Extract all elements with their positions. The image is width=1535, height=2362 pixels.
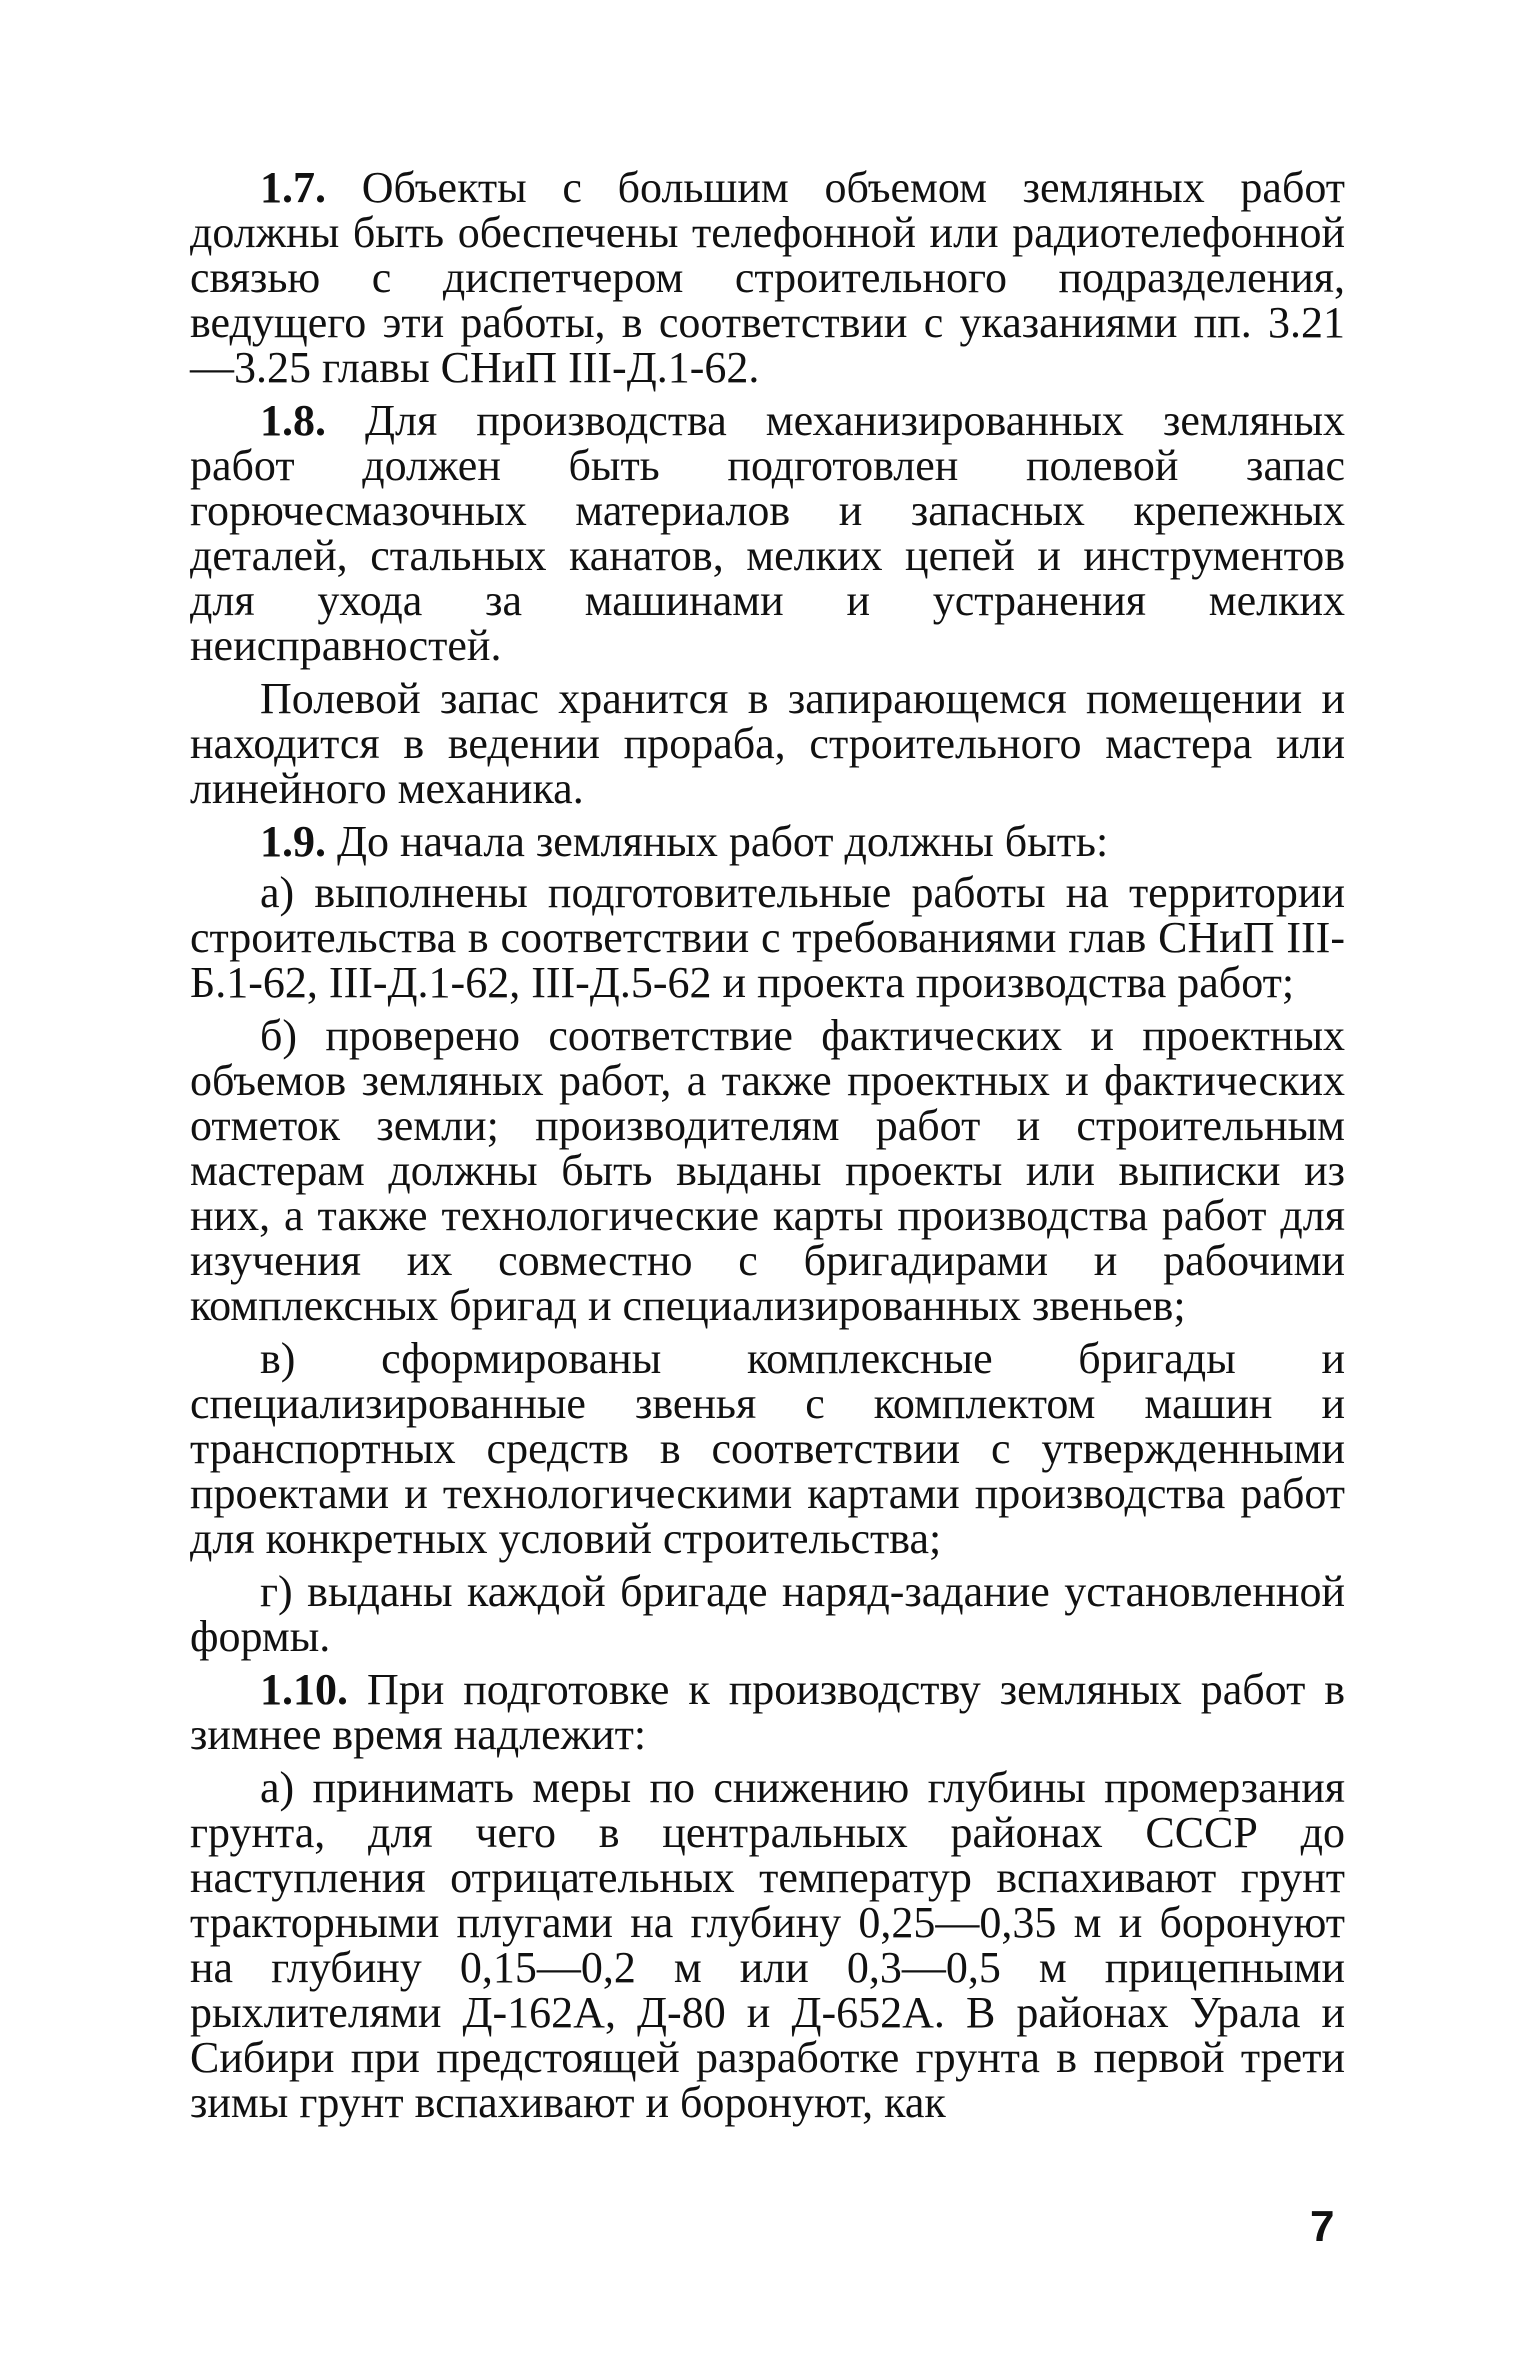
paragraph-text: До начала земляных работ должны быть: xyxy=(337,817,1109,866)
paragraph-1-10 xyxy=(190,1667,1345,1757)
clause-number: 1.8. xyxy=(260,396,326,445)
clause-number: 1.9. xyxy=(260,817,326,866)
paragraph-1-9-a xyxy=(190,870,1345,1005)
paragraph-text: а) выполнены подготовительные работы на территории строительства в соответствии с требованиями глав СНиП III-Б.1-62, III-Д.1-62, III-Д.5-62 и проекта производства работ; xyxy=(190,868,1345,1007)
paragraph-1-10-a xyxy=(190,1765,1345,2125)
paragraph-1-9 xyxy=(190,819,1345,864)
clause-number: 1.10. xyxy=(260,1665,348,1714)
paragraph-text: г) выданы каждой бригаде наряд-задание установленной формы. xyxy=(190,1567,1345,1661)
paragraph-1-9-g xyxy=(190,1569,1345,1659)
paragraph-text: Полевой запас хранится в запирающемся помещении и находится в ведении прораба, строительного мастера или линейного механика. xyxy=(190,674,1345,813)
paragraph-text: При подготовке к производству земляных работ в зимнее время надлежит: xyxy=(190,1665,1346,1759)
paragraph-text: Для производства механизированных земляных работ должен быть подготовлен полевой запас горючесмазочных материалов и запасных крепежных деталей, стальных канатов, мелких цепей и инструментов для ухода за машинами и устранения мелких неисправностей. xyxy=(190,396,1346,670)
clause-number: 1.7. xyxy=(260,163,326,212)
document-body xyxy=(190,165,1345,2133)
paragraph-text: а) принимать меры по снижению глубины промерзания грунта, для чего в центральных районах СССР до наступления отрицательных температур вспахивают грунт тракторными плугами на глубину 0,25—0,35 м и боронуют на глубину 0,15—0,2 м или 0,3—0,5 м прицепными рыхлителями Д-162А, Д-80 и Д-652А. В районах Урала и Сибири при предстоящей разработке грунта в первой трети зимы грунт вспахивают и боронуют, как xyxy=(190,1763,1345,2127)
paragraph-1-7 xyxy=(190,165,1345,390)
paragraph-text: в) сформированы комплексные бригады и специализированные звенья с комплектом машин и транспортных средств в соответствии с утвержденными проектами и технологическими картами производства работ для конкретных условий строительства; xyxy=(190,1334,1345,1563)
paragraph-text: б) проверено соответствие фактических и проектных объемов земляных работ, а также проектных и фактических отметок земли; производителям работ и строительным мастерам должны быть выданы проекты или выписки из них, а также технологические карты производства работ для изучения их совместно с бригадирами и рабочими комплексных бригад и специализированных звеньев; xyxy=(190,1011,1345,1330)
paragraph-1-9-v xyxy=(190,1336,1345,1561)
page-number: 7 xyxy=(1310,2202,1335,2251)
paragraph-1-9-b xyxy=(190,1013,1345,1328)
paragraph-1-8 xyxy=(190,398,1345,668)
paragraph-field-stock xyxy=(190,676,1345,811)
paragraph-text: Объекты с большим объемом земляных работ должны быть обеспечены телефонной или радиотелефонной связью с диспетчером строительного подразделения, ведущего эти работы, в соответствии с указаниями пп. 3.21—3.25 главы СНиП III-Д.1-62. xyxy=(190,163,1345,392)
